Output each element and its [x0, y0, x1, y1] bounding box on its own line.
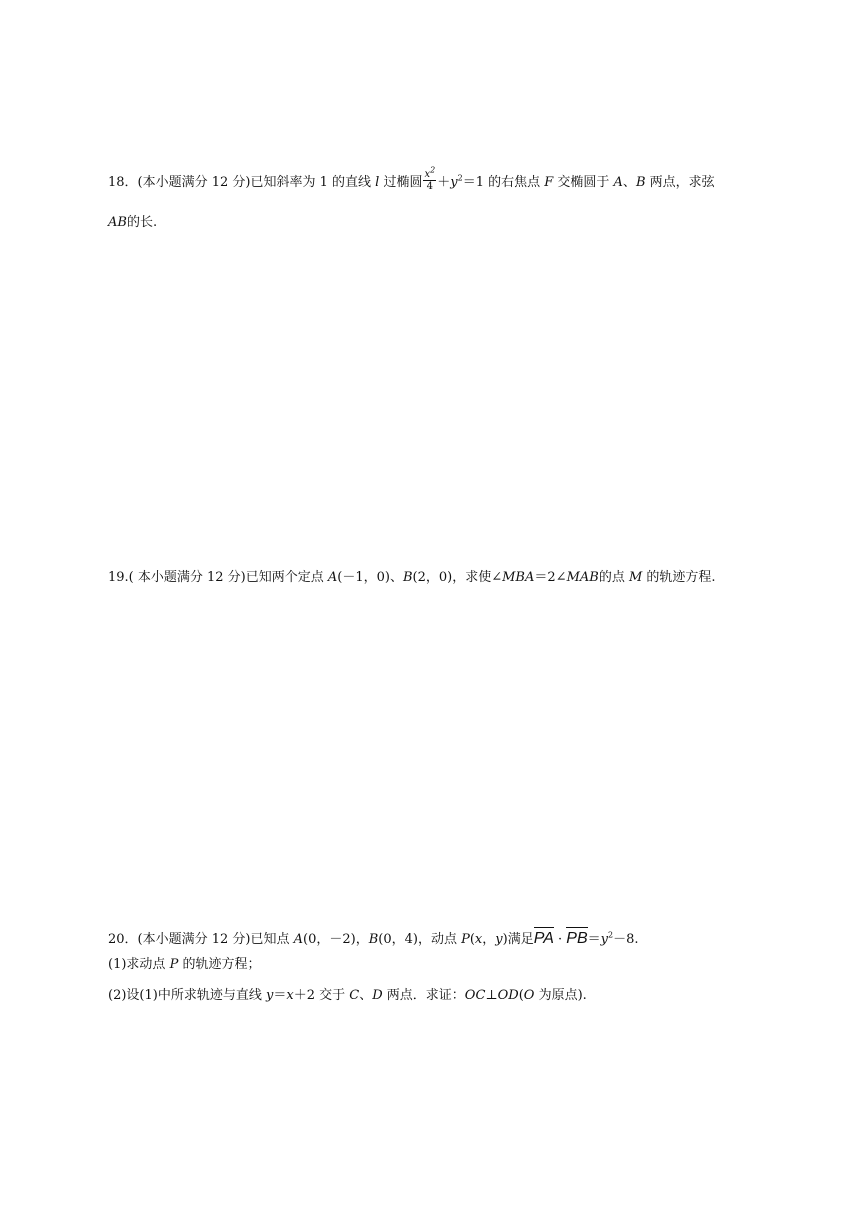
q19-line-1: 19.( 本小题满分 12 分)已知两个定点 A(－1，0)、B(2，0)，求使∠MBA＝2∠MAB的点 M 的轨迹方程.	[108, 570, 716, 585]
vector-pb: PB	[566, 927, 587, 946]
q20-line-1: 20．(本小题满分 12 分)已知点 A(0，－2)，B(0，4)，动点 P(x，y)满足PA · $PB=y^2-8$.	[108, 927, 639, 949]
fraction-x2-over-4: $\frac{x^2}{4}$	[424, 165, 436, 192]
q20-line-3: (2)设(1)中所求轨迹与直线 y＝x＋2 交于 C、D 两点．求证：OC⊥OD(O 为原点).	[108, 988, 587, 1003]
q20-line-2: (1)求动点 P 的轨迹方程；	[108, 957, 261, 972]
q18-line-2: AB的长.	[108, 215, 158, 230]
q18-line-1: 18．(本小题满分 12 分)已知斜率为 1 的直线 l 过椭圆 $\frac{x^2}{4}$ $+y^2=1$ 的右焦点 F 交椭圆于 A、B 两点，求弦	[108, 165, 715, 192]
vector-pa: PA	[534, 927, 554, 946]
